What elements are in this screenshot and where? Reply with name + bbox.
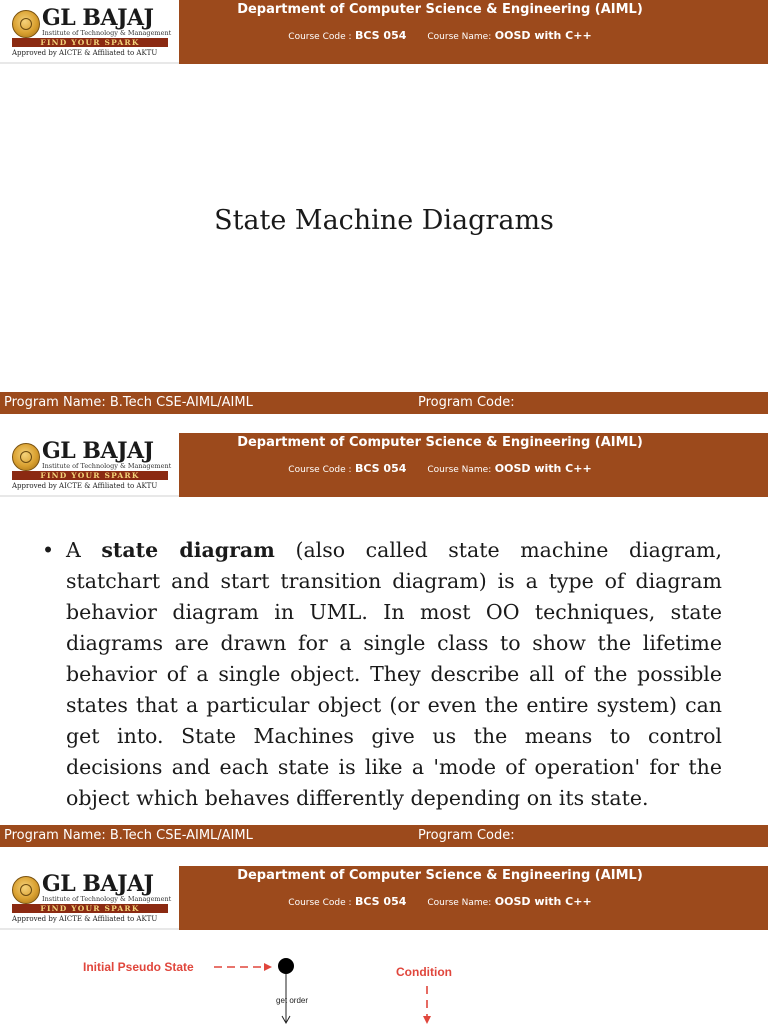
emblem-icon xyxy=(12,443,40,471)
program-name: Program Name: B.Tech CSE-AIML/AIML xyxy=(4,395,253,410)
course-name: OOSD with C++ xyxy=(494,462,592,475)
logo-subtitle: Institute of Technology & Management xyxy=(42,895,172,903)
arrowhead-icon xyxy=(423,1016,431,1024)
transition-label: get order xyxy=(276,996,309,1005)
course-code-label: Course Code : xyxy=(288,32,352,42)
course-name-label: Course Name: xyxy=(427,898,492,908)
program-code: Program Code: xyxy=(418,395,515,410)
course-code-label: Course Code : xyxy=(288,465,352,475)
bullet-text xyxy=(66,535,722,814)
program-code: Program Code: xyxy=(418,828,515,843)
bullet-bold-term: state diagram xyxy=(101,538,275,562)
institute-logo xyxy=(0,0,179,64)
logo-title: GL BAJAJ xyxy=(42,438,154,464)
state-diagram-preview xyxy=(0,866,768,1024)
course-code: BCS 054 xyxy=(355,29,407,42)
bullet-paragraph xyxy=(42,535,722,814)
course-info xyxy=(179,462,701,475)
slide-3 xyxy=(0,866,768,1024)
slide-header xyxy=(0,433,768,497)
course-name: OOSD with C++ xyxy=(494,29,592,42)
bullet-lead: A xyxy=(66,538,102,562)
course-name: OOSD with C++ xyxy=(494,895,592,908)
course-code: BCS 054 xyxy=(355,462,407,475)
logo-title: GL BAJAJ xyxy=(42,871,154,897)
slide-footer xyxy=(0,392,768,414)
department-title: Department of Computer Science & Engineering (AIML) xyxy=(237,435,643,450)
slide-title: State Machine Diagrams xyxy=(214,205,554,236)
logo-approved: Approved by AICTE & Affiliated to AKTU xyxy=(12,49,158,57)
logo-tagline: FIND YOUR SPARK xyxy=(12,904,168,913)
program-name: Program Name: B.Tech CSE-AIML/AIML xyxy=(4,828,253,843)
arrowhead-icon xyxy=(264,963,272,971)
initial-pseudo-state-label: Initial Pseudo State xyxy=(83,960,194,974)
logo-title: GL BAJAJ xyxy=(42,5,154,31)
slide-footer xyxy=(0,825,768,847)
logo-subtitle: Institute of Technology & Management xyxy=(42,462,172,470)
logo-tagline: FIND YOUR SPARK xyxy=(12,38,168,47)
course-info xyxy=(179,29,701,42)
slide-2 xyxy=(0,433,768,849)
course-name-label: Course Name: xyxy=(427,465,492,475)
initial-pseudo-state xyxy=(278,958,294,974)
department-title: Department of Computer Science & Engineering (AIML) xyxy=(237,868,643,883)
course-name-label: Course Name: xyxy=(427,32,492,42)
slide-header xyxy=(0,0,768,64)
course-code: BCS 054 xyxy=(355,895,407,908)
institute-logo xyxy=(0,433,179,497)
condition-label: Condition xyxy=(396,965,452,979)
bullet-icon: • xyxy=(42,538,55,562)
department-title: Department of Computer Science & Engineering (AIML) xyxy=(237,2,643,17)
logo-tagline: FIND YOUR SPARK xyxy=(12,471,168,480)
logo-approved: Approved by AICTE & Affiliated to AKTU xyxy=(12,915,158,923)
bullet-rest: (also called state machine diagram, statchart and start transition diagram) is a type of diagram behavior diagram in UML. In most OO techniques, state diagrams are drawn for a single class to show the lifetime behavior of a single object. They describe all of the possible states that a particular object (or even the entire system) can get into. State Machines give us the means to control decisions and each state is like a 'mode of operation' for the object which behaves differently depending on its state. xyxy=(66,538,722,810)
logo-approved: Approved by AICTE & Affiliated to AKTU xyxy=(12,482,158,490)
course-code-label: Course Code : xyxy=(288,898,352,908)
emblem-icon xyxy=(12,10,40,38)
logo-subtitle: Institute of Technology & Management xyxy=(42,29,172,37)
slide-1 xyxy=(0,0,768,416)
